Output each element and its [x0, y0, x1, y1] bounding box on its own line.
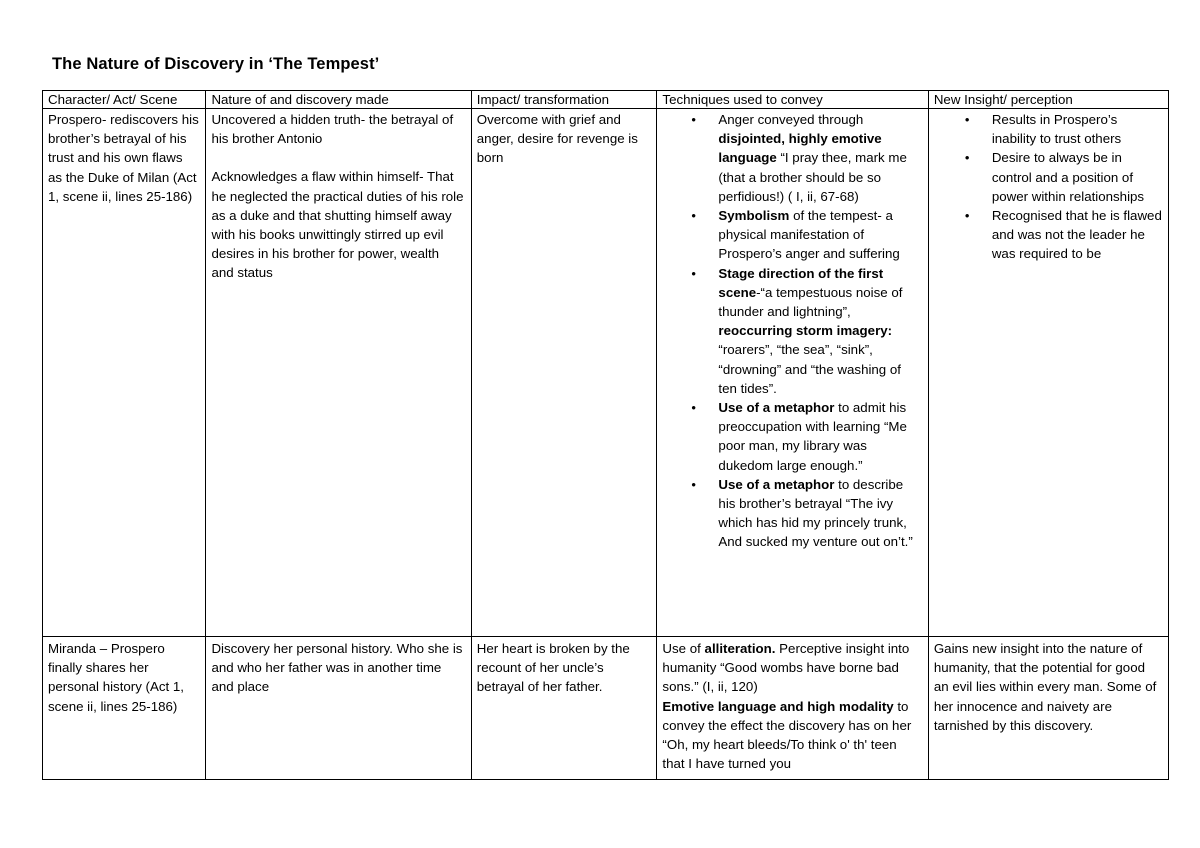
cell-insight: [928, 637, 1168, 780]
cell-techniques: [657, 109, 928, 637]
table-row: [43, 637, 1169, 780]
discovery-table: [42, 90, 1169, 780]
table-row: [43, 109, 1169, 637]
cell-nature: [206, 637, 471, 780]
insights-list: [934, 110, 1162, 264]
list-item: • Anger conveyed through disjointed, highly emotive language “I pray thee, mark me (that a brother should be so perfidious!) ( I, ii, 67-68): [718, 110, 921, 206]
nature-text: Discovery her personal history. Who she is and who her father was in another time and place: [211, 641, 463, 695]
cell-insight: [928, 109, 1168, 637]
list-item: • Recognised that he is flawed and was not the leader he was required to be: [992, 206, 1162, 264]
techniques-list: [662, 110, 921, 552]
list-item: • Stage direction of the first scene-“a tempestuous noise of thunder and lightning”, reoccurring storm imagery: “roarers”, “the sea”, “sink”, “drowning” and “the washing of ten tides”.: [718, 264, 921, 398]
cell-character: [43, 637, 206, 780]
nature-text: Acknowledges a flaw within himself- That he neglected the practical duties of his role as a duke and that shutting himself away with his books unwittingly stirred up evil desires in his brother for power, wealth and status: [211, 169, 464, 281]
cell-techniques: [657, 637, 928, 780]
cell-impact: [471, 637, 657, 780]
list-item: • Symbolism of the tempest- a physical manifestation of Prospero’s anger and suffering: [718, 206, 921, 264]
impact-text: Her heart is broken by the recount of her uncle’s betrayal of her father.: [476, 641, 630, 695]
techniques-text: Emotive language and high modality to convey the effect the discovery has on her “Oh, my heart bleeds/To think o' th' teen that I have turned you: [662, 698, 912, 772]
character-text: Prospero- rediscovers his brother’s betrayal of his trust and his own flaws as the Duke of Milan (Act 1, scene ii, lines 25-186): [48, 112, 199, 204]
cell-character: [43, 109, 206, 637]
cell-nature: [206, 109, 471, 637]
document-title: The Nature of Discovery in ‘The Tempest’: [52, 55, 380, 73]
insight-text: Gains new insight into the nature of humanity, that the potential for good an evil lies within every man. Some of her innocence and naivety are tarnished by this discovery.: [933, 641, 1157, 733]
techniques-text: Use of alliteration. Perceptive insight into humanity “Good wombs have borne bad sons.” (I, ii, 120): [662, 641, 910, 695]
header-techniques: Techniques used to convey: [657, 91, 928, 109]
list-item: • Use of a metaphor to admit his preoccupation with learning “Me poor man, my library was dukedom large enough.”: [718, 398, 921, 475]
impact-text: Overcome with grief and anger, desire for revenge is born: [476, 112, 638, 166]
header-character: Character/ Act/ Scene: [43, 91, 206, 109]
cell-impact: [471, 109, 657, 637]
list-item: • Use of a metaphor to describe his brother’s betrayal “The ivy which has hid my princely trunk, And sucked my venture out on’t.”: [718, 475, 921, 552]
header-nature: Nature of and discovery made: [206, 91, 471, 109]
table-header-row: [43, 91, 1169, 109]
header-insight: New Insight/ perception: [928, 91, 1168, 109]
character-text: Miranda – Prospero finally shares her personal history (Act 1, scene ii, lines 25-186): [48, 641, 184, 714]
list-item: • Results in Prospero’s inability to trust others: [992, 110, 1162, 148]
list-item: • Desire to always be in control and a position of power within relationships: [992, 148, 1162, 206]
nature-text: Uncovered a hidden truth- the betrayal of his brother Antonio: [211, 112, 454, 147]
header-impact: Impact/ transformation: [471, 91, 657, 109]
